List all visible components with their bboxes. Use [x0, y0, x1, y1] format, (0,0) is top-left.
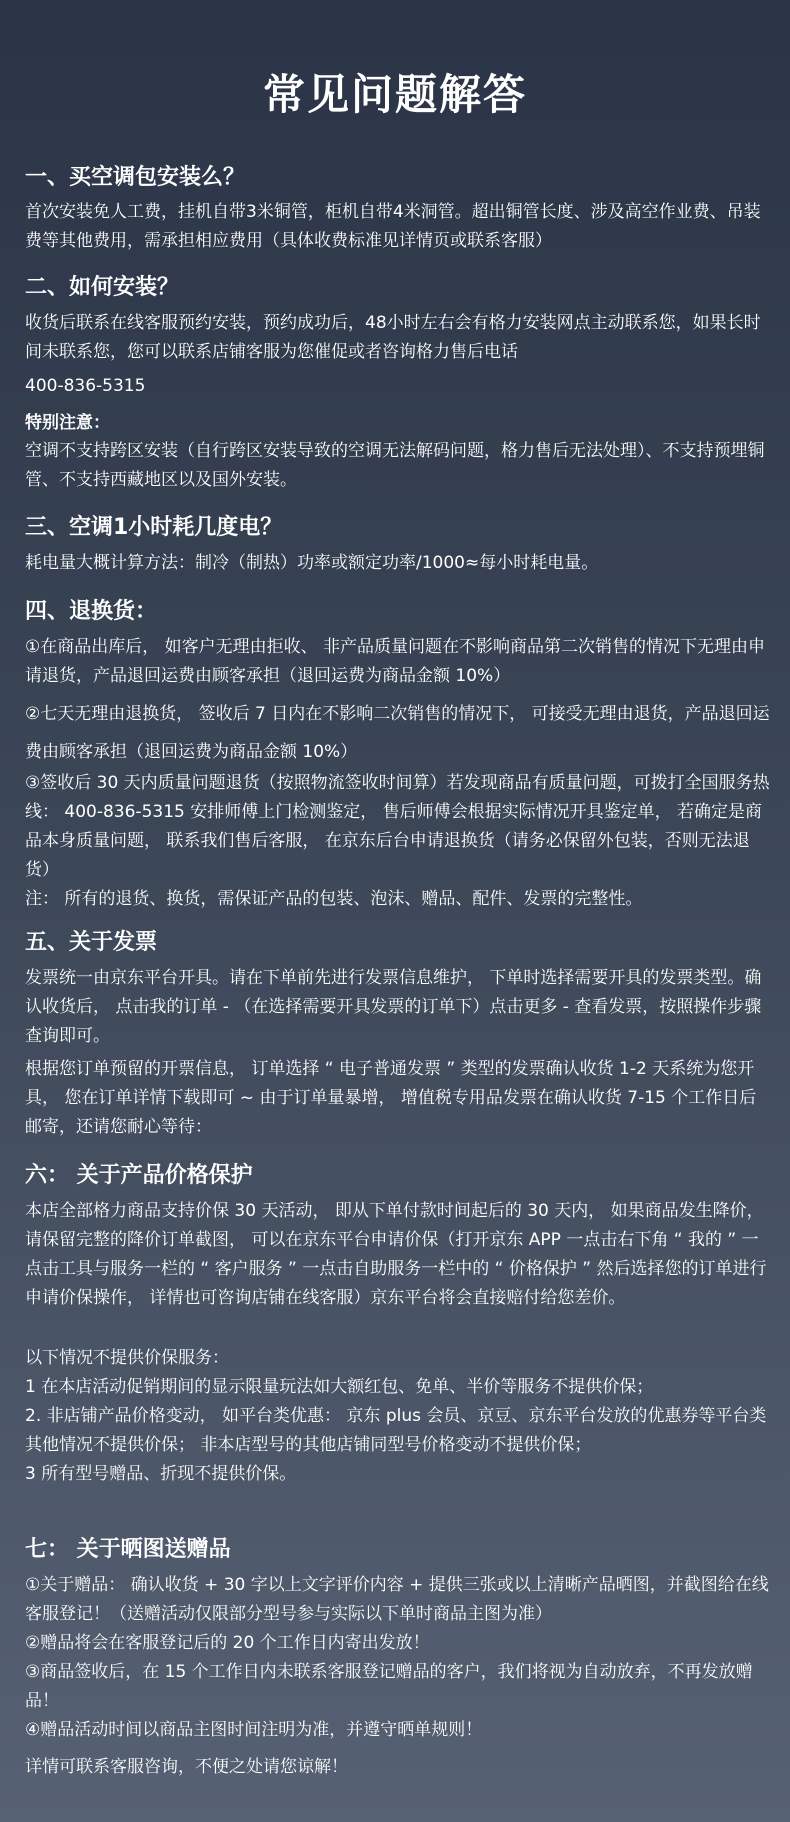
- paragraph: 2. 非店铺产品价格变动， 如平台类优惠： 京东 plus 会员、京豆、京东平台发放的优惠券等平台类其他情况不提供价保； 非本店型号的其他店铺同型号价格变动不提供价保；: [25, 1406, 767, 1455]
- section-power-usage: [25, 513, 770, 543]
- paragraph: 收货后联系在线客服预约安装，预约成功后，48小时左右会有格力安装网点主动联系您，如果长时间未联系您，您可以联系店铺客服为您催促或者咨询格力售后电话: [25, 313, 761, 362]
- paragraph: 根据您订单预留的开票信息， 订单选择 “ 电子普通发票 ” 类型的发票确认收货 1-2 天系统为您开具， 您在订单详情下载即可 ~ 由于订单量暴增， 增值税专用品发票在确认收货 7-15 个工作日后邮寄，还请您耐心等待：: [25, 1059, 757, 1137]
- paragraph: 本店全部格力商品支持价保 30 天活动， 即从下单付款时间起后的 30 天内， 如果商品发生降价， 请保留完整的降价订单截图， 可以在京东平台申请价保（打开京东 APP 一点击右下角 “ 我的 ” 一点击工具与服务一栏的 “ 客户服务 ” 一点击自助服务一栏中的 “ 价格保护 ” 然后选择您的订单进行申请价保操作， 详情也可咨询店铺在线客服）京东平台将会直接赔付给您差价。: [25, 1201, 767, 1308]
- paragraph: 以下情况不提供价保服务：: [25, 1348, 229, 1368]
- phone-number: 400-836-5315: [25, 376, 146, 396]
- section-body: [25, 633, 770, 691]
- section-install-included: [25, 163, 770, 193]
- section-heading: 五、关于发票: [25, 930, 158, 955]
- section-body: [25, 1571, 770, 1745]
- paragraph: ②赠品将会在客服登记后的 20 个工作日内寄出发放！: [25, 1633, 430, 1653]
- section-body: [25, 695, 770, 771]
- paragraph: ③商品签收后，在 15 个工作日内未联系客服登记赠品的客户，我们将视为自动放弃，不再发放赠品！: [25, 1662, 753, 1711]
- service-phone: [25, 372, 770, 401]
- special-note: [25, 410, 770, 495]
- section-heading: 三、空调1小时耗几度电？: [25, 515, 283, 540]
- paragraph: ④赠品活动时间以商品主图时间注明为准，并遵守晒单规则！: [25, 1720, 483, 1740]
- paragraph: ①关于赠品： 确认收货 + 30 字以上文字评价内容 + 提供三张或以上清晰产品晒图，并截图给在线客服登记！（送赠活动仅限部分型号参与实际以下单时商品主图为准）: [25, 1575, 769, 1624]
- footer-note: [25, 1753, 770, 1782]
- section-body: [25, 309, 770, 367]
- section-body: [25, 1197, 770, 1313]
- section-heading: 六： 关于产品价格保护: [25, 1163, 253, 1188]
- section-how-install: [25, 273, 770, 303]
- section-body: [25, 1055, 770, 1142]
- page-title: 常见问题解答: [262, 70, 527, 119]
- paragraph: 发票统一由京东平台开具。请在下单前先进行发票信息维护， 下单时选择需要开具的发票类型。确认收货后， 点击我的订单 - （在选择需要开具发票的订单下）点击更多 - 查看发票，按照操作步骤查询即可。: [25, 968, 762, 1046]
- section-invoice: [25, 928, 770, 958]
- section-body: [25, 198, 770, 256]
- section-heading: 二、如何安装？: [25, 275, 180, 300]
- section-returns: [25, 597, 770, 627]
- note-heading: 特别注意：: [25, 413, 110, 433]
- section-price-protection: [25, 1161, 770, 1191]
- section-body: [25, 549, 770, 578]
- paragraph: ②七天无理由退换货， 签收后 7 日内在不影响二次销售的情况下， 可接受无理由退货，产品退回运费由顾客承担（退回运费为商品金额 10%）: [25, 704, 770, 762]
- paragraph: 注： 所有的退货、换货，需保证产品的包装、泡沫、赠品、配件、发票的完整性。: [25, 889, 643, 909]
- section-gift: [25, 1535, 770, 1565]
- paragraph: ①在商品出库后， 如客户无理由拒收、 非产品质量问题在不影响商品第二次销售的情况下无理由申请退货，产品退回运费由顾客承担（退回运费为商品金额 10%）: [25, 637, 766, 686]
- section-body: [25, 1344, 770, 1489]
- note-text: 空调不支持跨区安装（自行跨区安装导致的空调无法解码问题，格力售后无法处理）、不支持预埋铜管、不支持西藏地区以及国外安装。: [25, 441, 765, 490]
- section-heading: 四、退换货：: [25, 599, 158, 624]
- section-heading: 一、买空调包安装么？: [25, 165, 246, 190]
- paragraph: 1 在本店活动促销期间的显示限量玩法如大额红包、免单、半价等服务不提供价保；: [25, 1377, 654, 1397]
- footer-text: 详情可联系客服咨询，不便之处请您谅解！: [25, 1757, 348, 1777]
- paragraph: 首次安装免人工费，挂机自带3米铜管，柜机自带4米洞管。超出铜管长度、涉及高空作业费、吊装费等其他费用，需承担相应费用（具体收费标准见详情页或联系客服）: [25, 202, 761, 251]
- section-body: [25, 964, 770, 1051]
- section-heading: 七： 关于晒图送赠品: [25, 1537, 231, 1562]
- paragraph: ③签收后 30 天内质量问题退货（按照物流签收时间算）若发现商品有质量问题，可拨打全国服务热线： 400-836-5315 安排师傅上门检测鉴定， 售后师傅会根据实际情况开具鉴定单， 若确定是商品本身质量问题， 联系我们售后客服， 在京东后台申请退换货（请务必保留外包装，否则无法退货）: [25, 773, 770, 880]
- section-body: [25, 769, 770, 914]
- paragraph: 耗电量大概计算方法：制冷（制热）功率或额定功率/1000≈每小时耗电量。: [25, 553, 599, 573]
- paragraph: 3 所有型号赠品、折现不提供价保。: [25, 1464, 297, 1484]
